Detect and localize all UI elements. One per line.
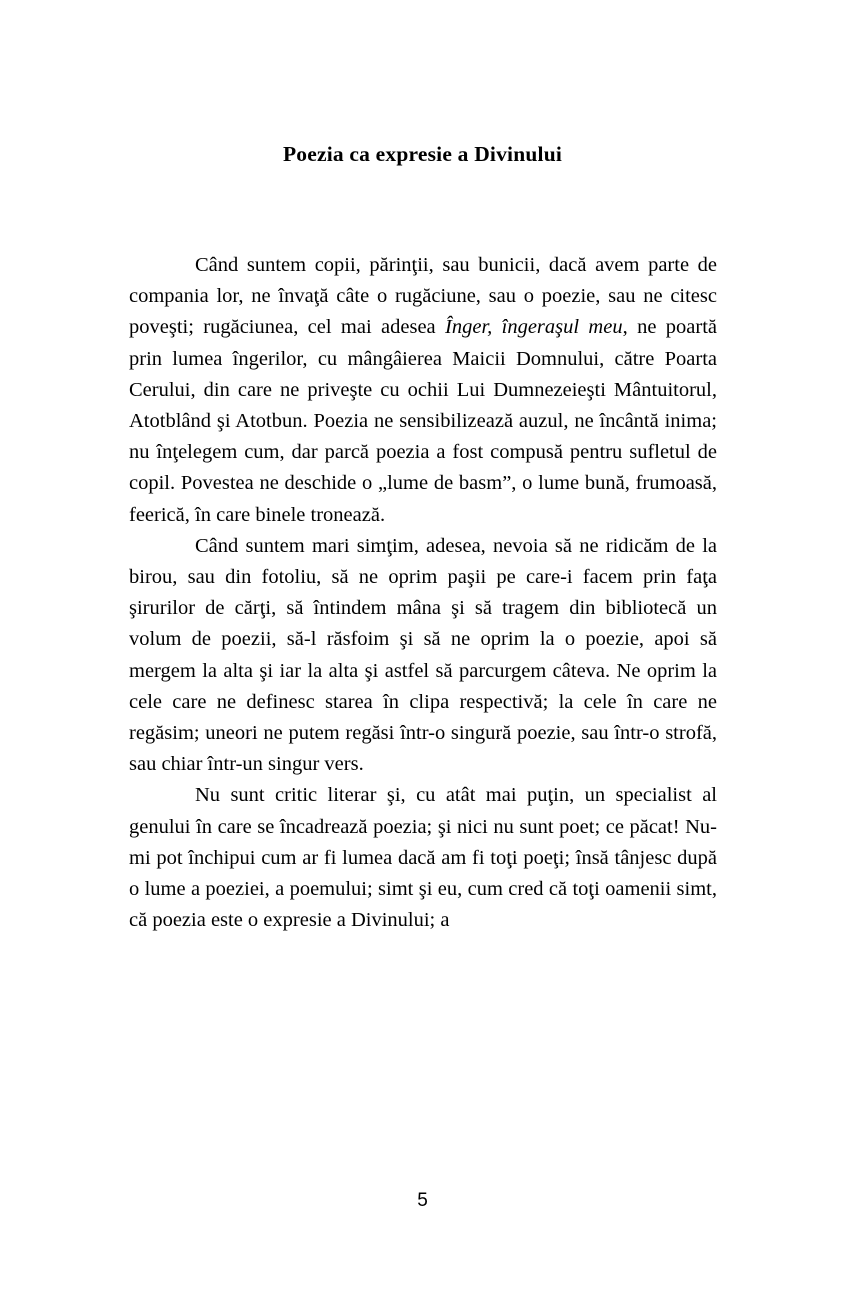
body-text — [129, 250, 717, 936]
text-run: Când suntem copii, părinţii, sau bunicii, dacă avem parte de compania lor, ne învaţă câte o rugăciune, sau o poezie, sau ne citesc poveşti; rugăciunea, cel mai adesea — [129, 254, 717, 339]
text-run: , ne poartă prin lumea îngerilor, cu mângâierea Maicii Domnului, către Poarta Cerului, din care ne priveşte cu ochii Lui Dumnezeieşti Mântuitorul, Atotblând şi Atotbun. Poezia ne sensibilizează auzul, ne încântă inima; nu înţelegem cum, dar parcă poezia a fost compusă pentru sufletul de copil. Povestea ne deschide o „lume de basm”, o lume bună, frumoasă, feerică, în care binele tronează. — [129, 316, 718, 526]
text-run: Nu sunt critic literar şi, cu atât mai puţin, un specialist al genului în care se încadrează poezia; şi nici nu sunt poet; ce păcat! Nu-mi pot închipui cum ar fi lumea dacă am fi toţi poeţi; însă tânjesc după o lume a poeziei, a poemului; simt şi eu, cum cred că toţi oamenii simt, că poezia este o expresie a Divinului; a — [129, 784, 717, 932]
paragraph — [129, 780, 717, 936]
paragraph — [129, 531, 717, 781]
text-run: Când suntem mari simţim, adesea, nevoia să ne ridicăm de la birou, sau din fotoliu, să ne oprim paşii pe care-i facem prin faţa şirurilor de cărţi, să întindem mâna şi să tragem din bibliotecă un volum de poezii, să-l răsfoim şi să ne oprim la o poezie, apoi să mergem la alta şi iar la alta şi astfel să parcurgem câteva. Ne oprim la cele care ne definesc starea în clipa respectivă; la cele în care ne regăsim; uneori ne putem regăsi într-o singură poezie, sau într-o strofă, sau chiar într-un singur vers. — [129, 534, 717, 776]
page-number: 5 — [417, 1190, 428, 1211]
emphasized-text: Înger, îngeraşul meu — [445, 316, 623, 339]
paragraph — [129, 250, 717, 531]
page-title: Poezia ca expresie a Divinului — [282, 142, 563, 167]
